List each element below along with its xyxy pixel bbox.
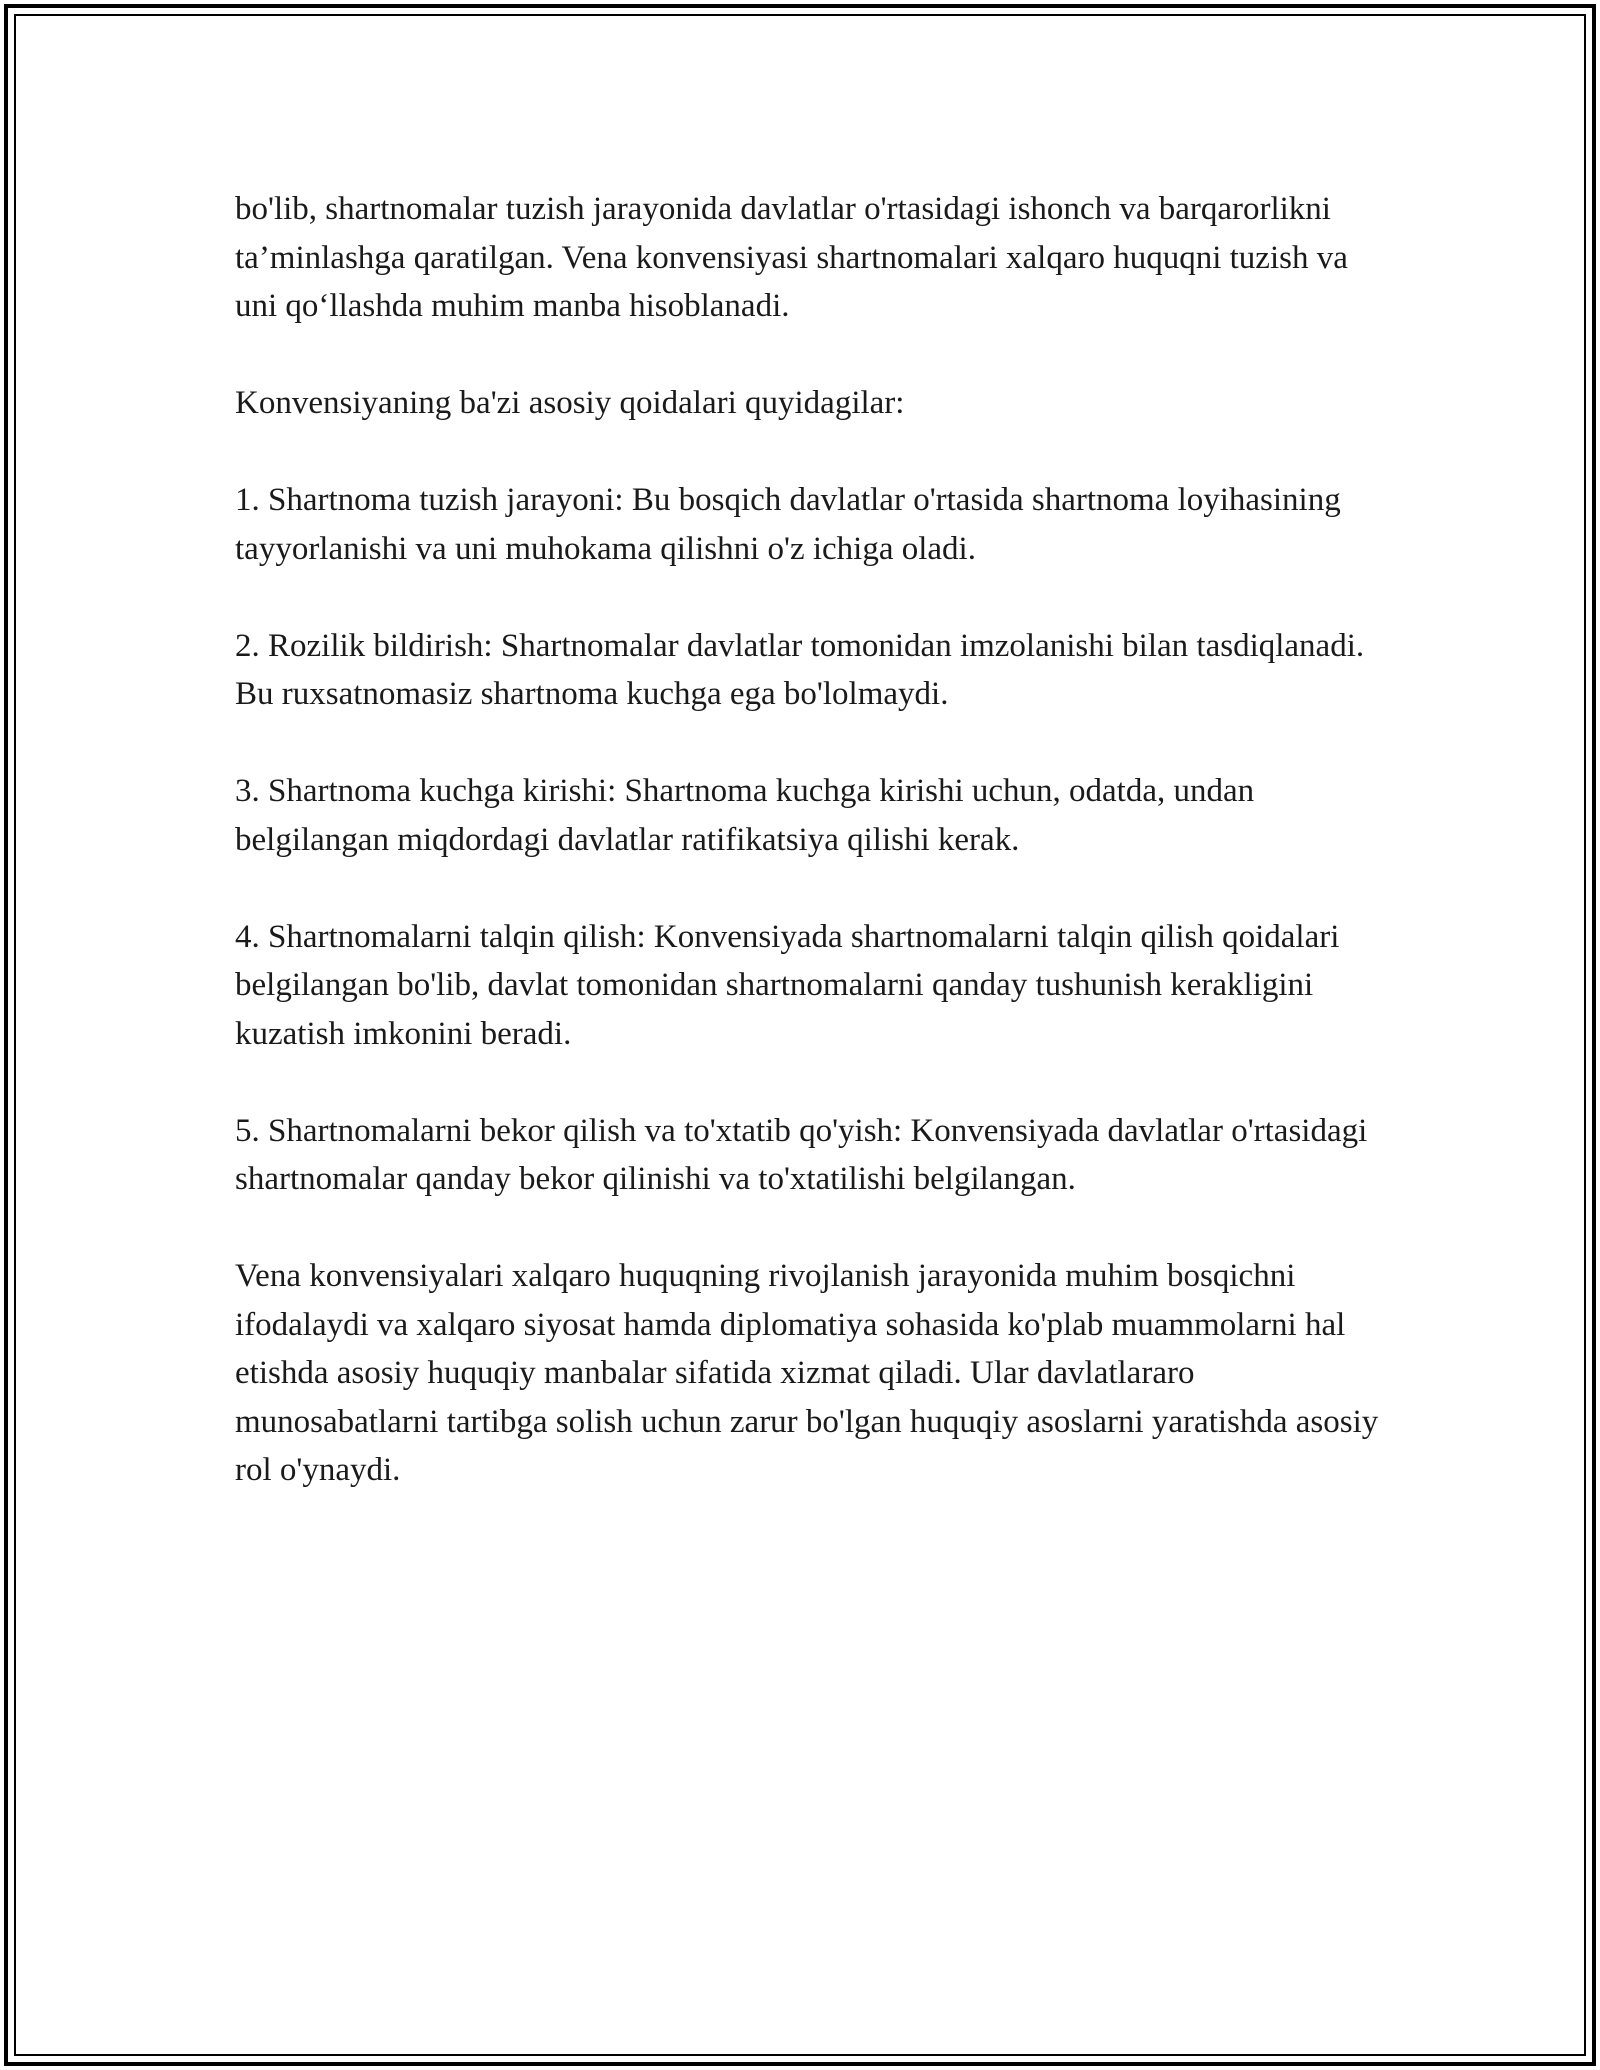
document-body <box>235 185 1385 1543</box>
paragraph-rule-5: 5. Shartnomalarni bekor qilish va to'xtatib qo'yish: Konvensiyada davlatlar o'rtasidagi shartnomalar qanday bekor qilinishi va to'xtatilishi belgilangan. <box>235 1112 1368 1197</box>
paragraph-intro: bo'lib, shartnomalar tuzish jarayonida davlatlar o'rtasidagi ishonch va barqarorlikni ta’minlashga qaratilgan. Vena konvensiyasi shartnomalari xalqaro huquqni tuzish va uni qo‘llashda muhim manba hisoblanadi. <box>235 191 1348 324</box>
paragraph-conclusion: Vena konvensiyalari xalqaro huquqning rivojlanish jarayonida muhim bosqichni ifodalaydi va xalqaro siyosat hamda diplomatiya sohasida ko'plab muammolarni hal etishda asosiy huquqiy manbalar sifatida xizmat qiladi. Ular davlatlararo munosabatlarni tartibga solish uchun zarur bo'lgan huquqiy asoslarni yaratishda asosiy rol o'ynaydi. <box>235 1258 1379 1488</box>
paragraph-rule-2: 2. Rozilik bildirish: Shartnomalar davlatlar tomonidan imzolanishi bilan tasdiqlanadi. Bu ruxsatnomasiz shartnoma kuchga ega bo'lolmaydi. <box>235 627 1365 712</box>
paragraph-rule-1: 1. Shartnoma tuzish jarayoni: Bu bosqich davlatlar o'rtasida shartnoma loyihasining tayyorlanishi va uni muhokama qilishni o'z ichiga oladi. <box>235 482 1341 567</box>
paragraph-rules-heading: Konvensiyaning ba'zi asosiy qoidalari quyidagilar: <box>235 385 905 421</box>
paragraph-rule-3: 3. Shartnoma kuchga kirishi: Shartnoma kuchga kirishi uchun, odatda, undan belgilangan miqdordagi davlatlar ratifikatsiya qilishi kerak. <box>235 773 1255 858</box>
paragraph-rule-4: 4. Shartnomalarni talqin qilish: Konvensiyada shartnomalarni talqin qilish qoidalari belgilangan bo'lib, davlat tomonidan shartnomalarni qanday tushunish kerakligini kuzatish imkonini beradi. <box>235 918 1340 1052</box>
